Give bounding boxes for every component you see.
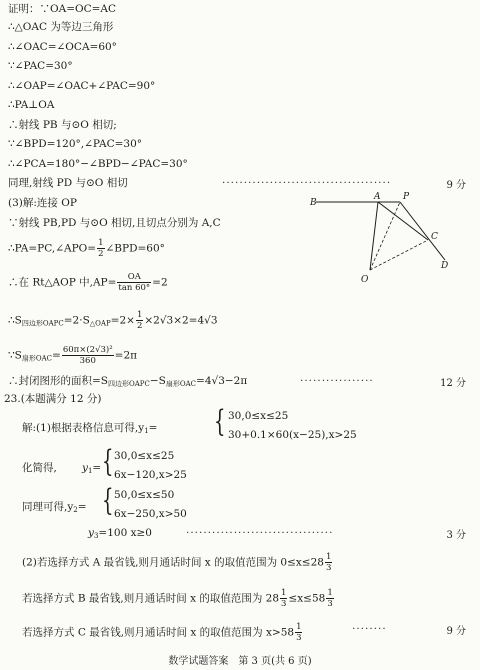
proof-line: ∴△OAC 为等边三角形 [8, 21, 114, 33]
text: ∴PA=PC,∠APO= [8, 242, 97, 255]
fraction-half [136, 310, 143, 331]
label-P: P [403, 192, 410, 202]
text: ∴S [8, 314, 22, 327]
fraction-third [325, 552, 332, 573]
dot-leader: ······································· [222, 177, 392, 189]
text: (2)若选择方式 A 最省钱,则月通话时间 x 的取值范围为 0≤x≤28 [22, 556, 324, 569]
subscript: △OAP [89, 319, 111, 328]
proof-line [22, 552, 333, 573]
proof-line: ∵∠BPD=120°,∠PAC=30° [8, 138, 143, 150]
subscript: 1 [87, 467, 93, 475]
score-label: 12 分 [440, 378, 466, 389]
subscript: 四边形OAPC [21, 319, 64, 328]
proof-line: ∴∠OAC=∠OCA=60° [8, 41, 117, 53]
text: 若选择方式 C 最省钱,则月通话时间 x 的取值范围为 x>58 [22, 626, 295, 639]
numerator: 1 [281, 588, 287, 598]
numerator: 1 [98, 238, 104, 248]
proof-line: ∵射线 PB,PD 与⊙O 相切,且切点分别为 A,C [8, 217, 221, 229]
text: ∴封闭图形的面积=S [8, 375, 108, 387]
text: ≤x≤58 [288, 592, 326, 605]
fraction-third [295, 622, 302, 643]
text: = [92, 462, 102, 474]
denominator: tan 60° [118, 283, 151, 293]
subscript: 扇形OAC [21, 354, 53, 363]
denominator: 3 [327, 599, 333, 609]
text: 解:(1)根据表格信息可得,y [22, 422, 145, 434]
page-footer: 数学试题答案 第 3 页(共 6 页) [168, 656, 312, 667]
proof-line [22, 622, 303, 643]
score-label: 9 分 [446, 180, 466, 191]
denominator: 2 [136, 321, 143, 331]
proof-line: ∴∠PCA=180°−∠BPD−∠PAC=30° [8, 158, 188, 170]
case-line: 30,0≤x≤25 [114, 450, 175, 462]
proof-line: 证明：∵OA=OC=AC [8, 3, 117, 15]
proof-line: 同理,射线 PD 与⊙O 相切 [8, 177, 128, 189]
denominator: 3 [325, 563, 332, 573]
label-A: A [374, 192, 381, 202]
proof-line: (3)解:连接 OP [8, 197, 77, 209]
fraction-third [326, 588, 333, 609]
label-O: O [361, 275, 369, 285]
brace-glyph: { [102, 444, 114, 479]
text: −S [149, 375, 166, 387]
proof-line [8, 272, 168, 293]
text: 若选择方式 B 最省钱,则月通话时间 x 的取值范围为 28 [22, 592, 280, 605]
fraction-half [97, 238, 104, 259]
denominator: 2 [98, 249, 104, 259]
numerator: 1 [325, 552, 332, 562]
case-line: 50,0≤x≤50 [114, 489, 175, 501]
score-label: 9 分 [446, 626, 466, 637]
proof-line [22, 500, 87, 517]
numerator: 1 [327, 588, 333, 598]
proof-line [88, 526, 152, 543]
proof-line: 化简得, [22, 462, 57, 474]
segment-OC [370, 240, 428, 270]
fraction-sector [62, 345, 114, 366]
dot-leader: ·································· [186, 527, 334, 539]
subscript: 1 [144, 427, 149, 435]
denominator: 3 [281, 599, 287, 609]
case-line: 6x−120,x>25 [114, 469, 187, 481]
text: y [88, 527, 94, 539]
text: = [77, 501, 87, 513]
geometry-figure [308, 190, 453, 290]
numerator: 1 [296, 622, 302, 632]
fraction-ap [117, 272, 151, 293]
dot-leader: ········ [352, 623, 387, 635]
proof-line [22, 421, 157, 438]
label-D: D [441, 261, 449, 271]
case-line: 6x−250,x>50 [114, 508, 187, 520]
proof-line: ∴射线 PB 与⊙O 相切; [8, 119, 117, 131]
text: =100 x≥0 [98, 527, 152, 539]
subscript: 3 [93, 532, 99, 540]
subscript: 四边形OAPC [108, 380, 150, 388]
text: =2π [114, 349, 138, 362]
text: =2× [110, 314, 135, 327]
text: =4√3−2π [196, 375, 248, 387]
text: y [82, 462, 88, 474]
proof-line [22, 588, 335, 609]
brace-glyph: { [102, 483, 114, 518]
text: ∵S [8, 349, 22, 362]
numerator: OA [117, 272, 151, 283]
denominator: 360 [79, 356, 96, 366]
text: ∠BPD=60° [105, 242, 165, 255]
fraction-third [280, 588, 287, 609]
subscript: 扇形OAC [165, 380, 197, 388]
segment-OA [370, 202, 378, 270]
segment-AC [378, 202, 428, 240]
proof-line [8, 345, 137, 366]
case-line: 30+0.1×60(x−25),x>25 [228, 429, 357, 441]
proof-line [8, 238, 165, 259]
score-label: 3 分 [446, 530, 466, 541]
text: = [148, 422, 158, 434]
text: 同理可得,y [22, 501, 74, 513]
proof-line: ∴∠OAP=∠OAC+∠PAC=90° [8, 80, 156, 92]
text: ×2√3×2=4√3 [144, 314, 218, 327]
denominator: 3 [296, 633, 302, 643]
label-C: C [431, 232, 438, 242]
proof-line [82, 461, 101, 478]
proof-line [8, 374, 247, 391]
numerator: 60π×(2√3)² [62, 345, 113, 355]
proof-line [8, 310, 218, 331]
proof-line: ∵∠PAC=30° [8, 60, 73, 72]
subscript: 2 [73, 506, 78, 514]
brace-glyph: { [214, 404, 226, 439]
case-line: 30,0≤x≤25 [228, 410, 289, 422]
text: = [52, 349, 61, 362]
text: =2·S [63, 314, 90, 327]
text: ∴在 Rt△AOP 中,AP= [8, 276, 117, 289]
label-B: B [310, 198, 317, 208]
dot-leader: ················· [300, 375, 374, 387]
numerator: 1 [136, 310, 143, 320]
proof-line: ∴PA⊥OA [8, 99, 55, 111]
text: =2 [152, 276, 168, 289]
question-heading: 23.(本题满分 12 分) [4, 393, 102, 405]
